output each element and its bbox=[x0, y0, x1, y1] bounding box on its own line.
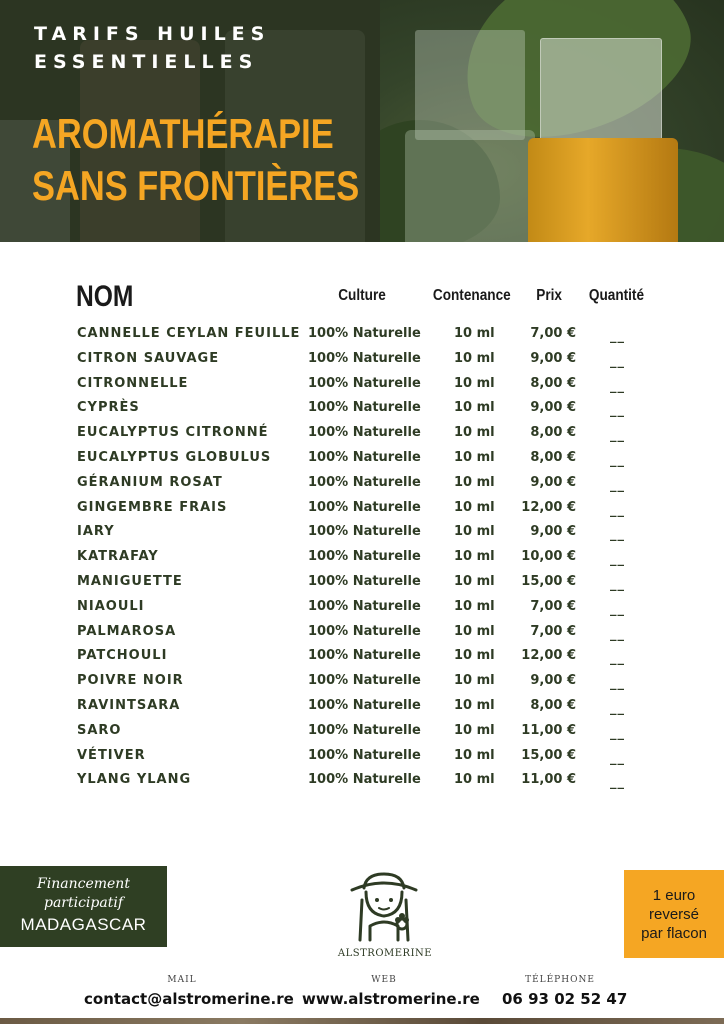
quantity-field[interactable]: __ bbox=[610, 477, 625, 493]
culture-value: 100% Naturelle bbox=[308, 697, 421, 713]
table-row bbox=[0, 448, 724, 473]
price-table bbox=[0, 324, 724, 795]
culture-value: 100% Naturelle bbox=[308, 648, 421, 664]
capacity-value: 10 ml bbox=[454, 623, 495, 639]
phone-link[interactable]: 06 93 02 52 47 bbox=[502, 990, 628, 1008]
culture-value: 100% Naturelle bbox=[308, 772, 421, 788]
price-value: 7,00 € bbox=[530, 326, 576, 341]
oil-name: GÉRANIUM ROSAT bbox=[77, 474, 223, 490]
funding-script-text bbox=[0, 875, 167, 913]
table-row bbox=[0, 349, 724, 374]
culture-value: 100% Naturelle bbox=[308, 549, 421, 565]
quantity-field[interactable]: __ bbox=[610, 527, 625, 543]
culture-value: 100% Naturelle bbox=[308, 350, 421, 366]
oil-name: YLANG YLANG bbox=[77, 772, 192, 788]
culture-value: 100% Naturelle bbox=[308, 722, 421, 738]
price-value: 12,00 € bbox=[521, 499, 576, 515]
price-value: 9,00 € bbox=[530, 400, 576, 416]
capacity-value: 10 ml bbox=[454, 549, 495, 565]
donation-badge bbox=[624, 870, 724, 958]
table-row bbox=[0, 622, 724, 647]
quantity-field[interactable]: __ bbox=[610, 428, 625, 444]
price-value: 12,00 € bbox=[521, 648, 576, 664]
funding-line-2: participatif bbox=[43, 895, 124, 911]
price-value: 9,00 € bbox=[530, 474, 576, 490]
table-row bbox=[0, 770, 724, 795]
quantity-field[interactable]: __ bbox=[610, 452, 625, 468]
quantity-field[interactable]: __ bbox=[610, 775, 625, 791]
price-value: 11,00 € bbox=[521, 772, 576, 788]
table-row bbox=[0, 671, 724, 696]
table-row bbox=[0, 498, 724, 523]
capacity-value: 10 ml bbox=[454, 648, 495, 664]
funding-badge bbox=[0, 866, 167, 947]
oil-name: PATCHOULI bbox=[77, 648, 168, 664]
column-header-name: NOM bbox=[76, 280, 134, 313]
price-value: 15,00 € bbox=[521, 747, 576, 763]
column-header-culture: Culture bbox=[338, 287, 386, 304]
price-value: 9,00 € bbox=[530, 524, 576, 540]
web-label: WEB bbox=[371, 975, 397, 985]
mail-label: MAIL bbox=[167, 975, 197, 985]
table-row bbox=[0, 572, 724, 597]
culture-value: 100% Naturelle bbox=[308, 400, 421, 416]
capacity-value: 10 ml bbox=[454, 400, 495, 416]
quantity-field[interactable]: __ bbox=[610, 676, 625, 692]
culture-value: 100% Naturelle bbox=[308, 474, 421, 490]
funding-line-1: Financement bbox=[37, 876, 130, 892]
capacity-value: 10 ml bbox=[454, 573, 495, 589]
capacity-value: 10 ml bbox=[454, 524, 495, 540]
column-header-quantity: Quantité bbox=[588, 287, 645, 304]
mail-link[interactable]: contact@alstromerine.re bbox=[84, 990, 294, 1008]
funding-line-3: MADAGASCAR bbox=[20, 915, 147, 934]
culture-value: 100% Naturelle bbox=[308, 524, 421, 540]
oil-name: CYPRÈS bbox=[77, 400, 140, 416]
quantity-field[interactable]: __ bbox=[610, 353, 625, 369]
column-header-capacity: Contenance bbox=[432, 287, 511, 304]
oil-name: CITRON SAUVAGE bbox=[77, 350, 220, 366]
price-value: 9,00 € bbox=[530, 350, 576, 366]
price-value: 9,00 € bbox=[530, 673, 576, 689]
quantity-field[interactable]: __ bbox=[610, 626, 625, 642]
capacity-value: 10 ml bbox=[454, 673, 495, 689]
oil-name: RAVINTSARA bbox=[77, 697, 181, 713]
culture-value: 100% Naturelle bbox=[308, 425, 421, 441]
price-value: 8,00 € bbox=[530, 449, 576, 465]
brand-name: ALSTROMERINE bbox=[337, 948, 433, 959]
page-subtitle bbox=[34, 20, 270, 76]
table-row bbox=[0, 746, 724, 771]
quantity-field[interactable]: __ bbox=[610, 329, 625, 344]
header-banner bbox=[0, 0, 724, 242]
culture-value: 100% Naturelle bbox=[308, 326, 421, 341]
capacity-value: 10 ml bbox=[454, 499, 495, 515]
table-row bbox=[0, 423, 724, 448]
capacity-value: 10 ml bbox=[454, 598, 495, 614]
web-link[interactable]: www.alstromerine.re bbox=[302, 990, 480, 1008]
table-row bbox=[0, 547, 724, 572]
quantity-field[interactable]: __ bbox=[610, 750, 625, 766]
table-row bbox=[0, 398, 724, 423]
oil-name: CANNELLE CEYLAN FEUILLE bbox=[77, 326, 301, 341]
capacity-value: 10 ml bbox=[454, 449, 495, 465]
capacity-value: 10 ml bbox=[454, 425, 495, 441]
price-value: 8,00 € bbox=[530, 375, 576, 391]
donation-line-2: reversé bbox=[648, 905, 700, 923]
culture-value: 100% Naturelle bbox=[308, 573, 421, 589]
table-row bbox=[0, 324, 724, 349]
oil-name: KATRAFAY bbox=[77, 549, 159, 565]
quantity-field[interactable]: __ bbox=[610, 601, 625, 617]
oil-name: SARO bbox=[77, 722, 122, 738]
capacity-value: 10 ml bbox=[454, 350, 495, 366]
table-row bbox=[0, 696, 724, 721]
bottom-photo-strip bbox=[0, 1018, 724, 1024]
culture-value: 100% Naturelle bbox=[308, 375, 421, 391]
quantity-field[interactable]: __ bbox=[610, 502, 625, 518]
capacity-value: 10 ml bbox=[454, 474, 495, 490]
subtitle-line-2: ESSENTIELLES bbox=[34, 51, 259, 73]
oil-name: EUCALYPTUS CITRONNÉ bbox=[77, 425, 269, 441]
quantity-field[interactable]: __ bbox=[610, 403, 625, 419]
donation-line-3: par flacon bbox=[641, 924, 707, 942]
quantity-field[interactable]: __ bbox=[610, 700, 625, 716]
woman-with-hat-and-flower-icon bbox=[346, 870, 422, 942]
price-value: 7,00 € bbox=[530, 623, 576, 639]
oil-name: MANIGUETTE bbox=[77, 573, 183, 589]
quantity-field[interactable]: __ bbox=[610, 725, 625, 741]
price-value: 8,00 € bbox=[530, 697, 576, 713]
title-line-2: SANS FRONTIÈRES bbox=[32, 162, 360, 209]
phone-label: TÉLÉPHONE bbox=[525, 975, 595, 985]
capacity-value: 10 ml bbox=[454, 772, 495, 788]
price-value: 10,00 € bbox=[521, 549, 576, 565]
quantity-field[interactable]: __ bbox=[610, 651, 625, 667]
capacity-value: 10 ml bbox=[454, 697, 495, 713]
table-row bbox=[0, 374, 724, 399]
oil-name: EUCALYPTUS GLOBULUS bbox=[77, 449, 272, 465]
oil-name: CITRONNELLE bbox=[77, 375, 189, 391]
culture-value: 100% Naturelle bbox=[308, 623, 421, 639]
quantity-field[interactable]: __ bbox=[610, 378, 625, 394]
oil-name: IARY bbox=[77, 524, 115, 540]
oil-name: POIVRE NOIR bbox=[77, 673, 184, 689]
table-row bbox=[0, 522, 724, 547]
donation-line-1: 1 euro bbox=[652, 886, 696, 904]
quantity-field[interactable]: __ bbox=[610, 552, 625, 568]
price-value: 8,00 € bbox=[530, 425, 576, 441]
culture-value: 100% Naturelle bbox=[308, 449, 421, 465]
price-value: 11,00 € bbox=[521, 722, 576, 738]
essential-oil-bottles-photo bbox=[380, 0, 724, 242]
culture-value: 100% Naturelle bbox=[308, 499, 421, 515]
price-value: 15,00 € bbox=[521, 573, 576, 589]
capacity-value: 10 ml bbox=[454, 722, 495, 738]
capacity-value: 10 ml bbox=[454, 326, 495, 341]
culture-value: 100% Naturelle bbox=[308, 598, 421, 614]
oil-name: VÉTIVER bbox=[77, 747, 146, 763]
capacity-value: 10 ml bbox=[454, 375, 495, 391]
capacity-value: 10 ml bbox=[454, 747, 495, 763]
table-row bbox=[0, 473, 724, 498]
culture-value: 100% Naturelle bbox=[308, 673, 421, 689]
title-line-1: AROMATHÉRAPIE bbox=[32, 110, 334, 157]
oil-name: GINGEMBRE FRAIS bbox=[77, 499, 228, 515]
price-value: 7,00 € bbox=[530, 598, 576, 614]
oil-name: PALMAROSA bbox=[77, 623, 177, 639]
table-row bbox=[0, 646, 724, 671]
quantity-field[interactable]: __ bbox=[610, 576, 625, 592]
subtitle-line-1: TARIFS HUILES bbox=[34, 23, 271, 45]
column-header-price: Prix bbox=[536, 287, 562, 304]
page-title bbox=[32, 108, 359, 212]
oil-name: NIAOULI bbox=[77, 598, 145, 614]
culture-value: 100% Naturelle bbox=[308, 747, 421, 763]
table-row bbox=[0, 721, 724, 746]
table-row bbox=[0, 597, 724, 622]
